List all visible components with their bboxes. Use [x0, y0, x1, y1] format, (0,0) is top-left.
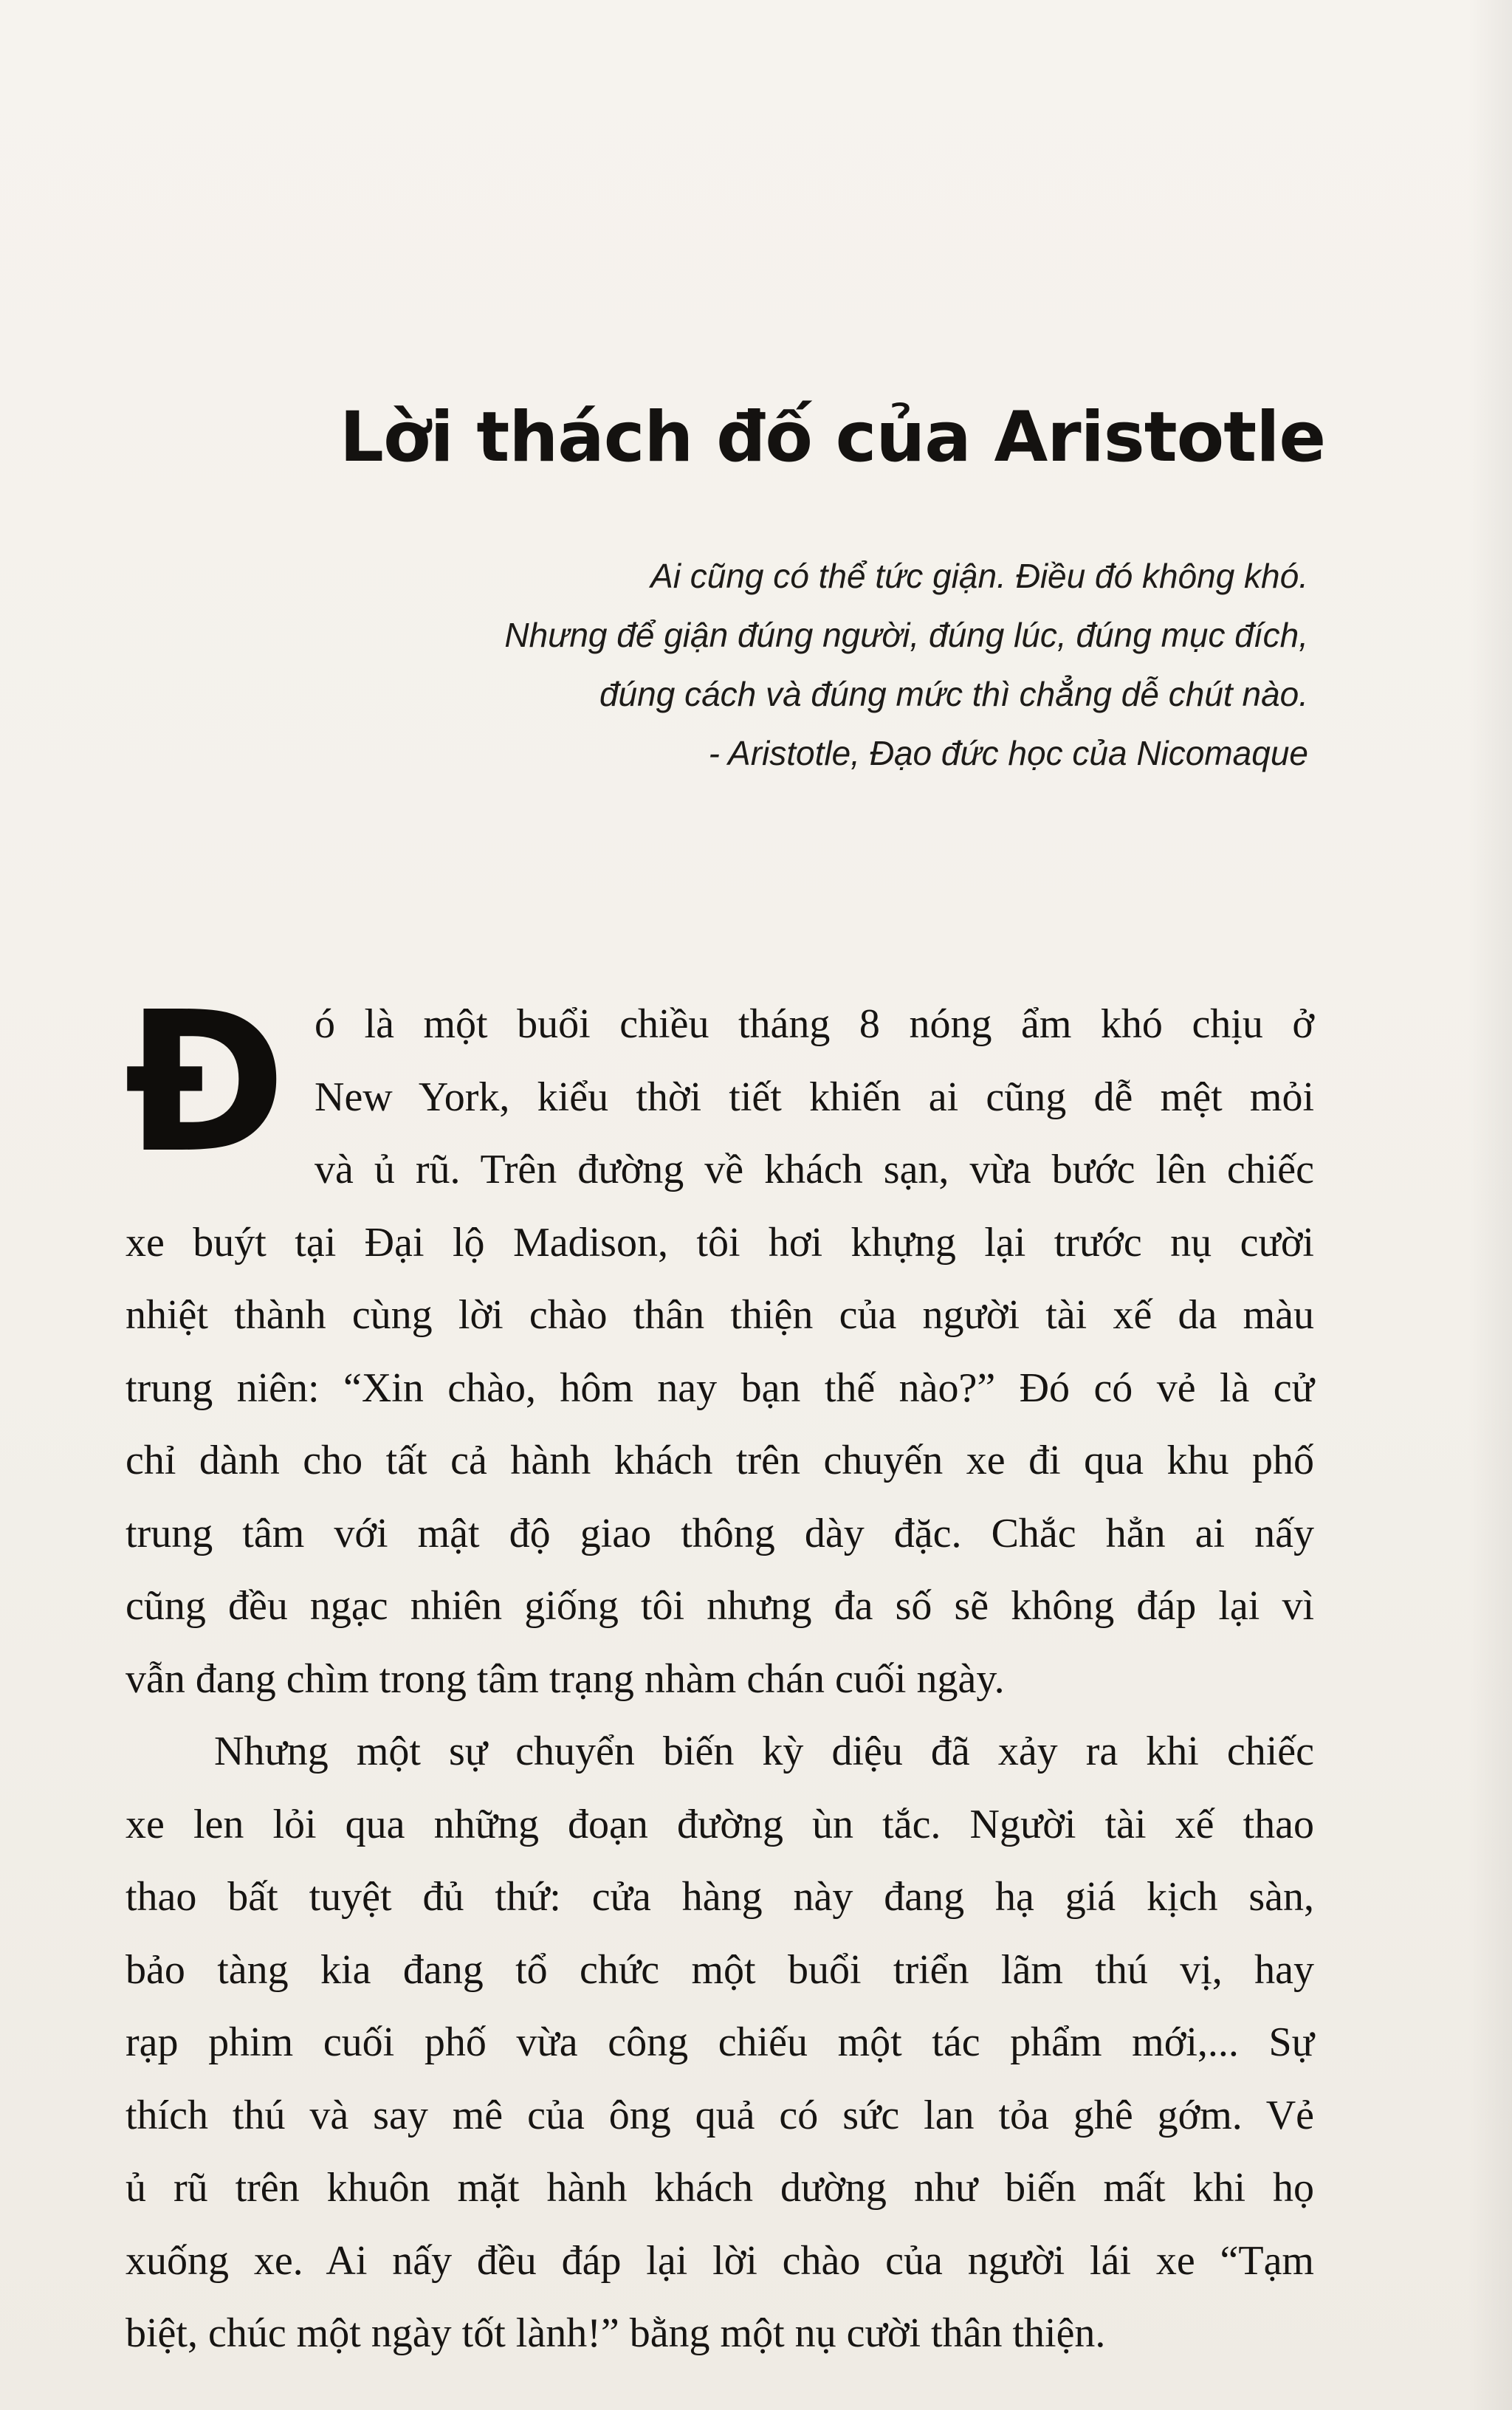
paragraph2-line: ủ rũ trên khuôn mặt hành khách dường như biến mất khi họ	[126, 2165, 1314, 2211]
epigraph	[221, 546, 1308, 783]
drop-cap: Đ	[124, 970, 286, 1195]
body-text	[124, 970, 1314, 2370]
paragraph1-line: xe buýt tại Đại lộ Madison, tôi hơi khựng lại trước nụ cười	[126, 1219, 1314, 1266]
epigraph-attribution: - Aristotle, Đạo đức học của Nicomaque	[708, 734, 1308, 772]
chapter-title: Lời thách đố của Aristotle	[340, 397, 1326, 478]
page-edge-shadow	[1468, 0, 1512, 2410]
paragraph1-line: trung tâm với mật độ giao thông dày đặc. Chắc hẳn ai nấy	[126, 1510, 1314, 1556]
paragraph1-line: cũng đều ngạc nhiên giống tôi nhưng đa số sẽ không đáp lại vì	[126, 1583, 1314, 1629]
epigraph-line: Ai cũng có thể tức giận. Điều đó không khó.	[650, 557, 1308, 595]
paragraph1-line: chỉ dành cho tất cả hành khách trên chuyến xe đi qua khu phố	[126, 1438, 1314, 1483]
paragraph2-line: thao bất tuyệt đủ thứ: cửa hàng này đang hạ giá kịch sàn,	[126, 1874, 1314, 1920]
paragraph1-line: New York, kiểu thời tiết khiến ai cũng dễ mệt mỏi	[315, 1074, 1314, 1120]
paragraph1-line: và ủ rũ. Trên đường về khách sạn, vừa bước lên chiếc	[315, 1147, 1314, 1192]
paragraph1-line: vẫn đang chìm trong tâm trạng nhàm chán cuối ngày.	[126, 1655, 1005, 1702]
epigraph-line: đúng cách và đúng mức thì chẳng dễ chút nào.	[599, 675, 1308, 713]
paragraph2-line: xuống xe. Ai nấy đều đáp lại lời chào của người lái xe “Tạm	[126, 2237, 1314, 2284]
paragraph1-line: trung niên: “Xin chào, hôm nay bạn thế nào?” Đó có vẻ là cử	[126, 1364, 1314, 1411]
paragraph2-line: biệt, chúc một ngày tốt lành!” bằng một nụ cười thân thiện.	[126, 2310, 1106, 2356]
paragraph1-line: ó là một buổi chiều tháng 8 nóng ẩm khó chịu ở	[315, 1001, 1314, 1047]
paragraph2-line: rạp phim cuối phố vừa công chiếu một tác phẩm mới,... Sự	[126, 2019, 1314, 2065]
paragraph2-line: xe len lỏi qua những đoạn đường ùn tắc. Người tài xế thao	[126, 1801, 1314, 1847]
paragraph2-line: thích thú và say mê của ông quả có sức lan tỏa ghê gớm. Vẻ	[126, 2092, 1314, 2138]
paragraph2-line: Nhưng một sự chuyển biến kỳ diệu đã xảy ra khi chiếc	[214, 1728, 1314, 1774]
epigraph-line: Nhưng để giận đúng người, đúng lúc, đúng mục đích,	[504, 616, 1308, 654]
paragraph2-line: bảo tàng kia đang tổ chức một buổi triển lãm thú vị, hay	[126, 1946, 1314, 1993]
paragraph1-line: nhiệt thành cùng lời chào thân thiện của người tài xế da màu	[126, 1292, 1314, 1338]
